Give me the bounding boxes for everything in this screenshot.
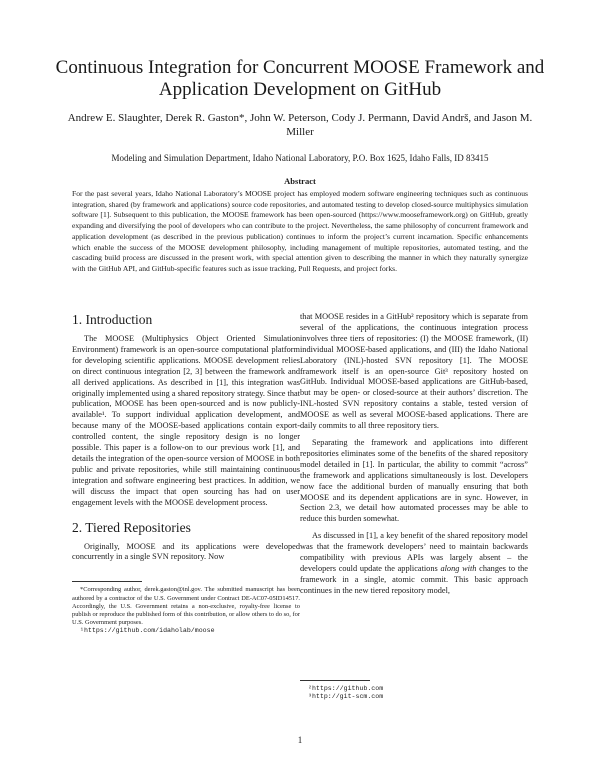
introduction-paragraph: The MOOSE (Multiphysics Object Oriented Simulation Environment) framework is an open-source computational platform for developing scientific applications. MOOSE development relies on direct continuous integration [2, 3] between the framework and all derived applications. As described in [1], this integration was originally implemented using a shared repository strategy. Since that publication, MOOSE has been open-sourced and is now publicly-available¹. To support individual application development, and because many of the MOOSE-based applications contain export-controlled content, the single repository design is no longer possible. This paper is a follow-on to our previous work [1], and details the integration of the open-source version of MOOSE in both public and private repositories, while still maintaining continuous integration and software engineering best practices. In addition, we will discuss the impact that open sourcing has had on user engagement levels with the MOOSE development process. [72, 334, 300, 507]
footnote-git-link[interactable]: ³http://git-scm.com [308, 693, 384, 701]
right-footnote-divider [300, 680, 370, 681]
affiliation: Modeling and Simulation Department, Idaho National Laboratory, P.O. Box 1625, Idaho Falls, ID 83415 [111, 153, 489, 163]
right-paragraph-3-emphasis: along with [440, 563, 477, 573]
right-column [300, 312, 528, 597]
left-column [72, 312, 300, 636]
section-heading-introduction: 1. Introduction [72, 312, 153, 327]
tiered-repositories-paragraph: Originally, MOOSE and its applications were developed concurrently in a single SVN repository. Now [72, 541, 300, 562]
footnote-divider [72, 581, 142, 582]
footnote-github-link[interactable]: ²https://github.com [308, 685, 384, 692]
right-paragraph-1: that MOOSE resides in a GitHub² repository which is separate from several of the applications, the continuous integration process involves three tiers of repositories: (I) the MOOSE framework, (II) individual MOOSE-based applications, and (III) the Idaho National Laboratory (INL)-hosted SVN repository [1]. The MOOSE framework itself is an open-source Git³ repository hosted on GitHub. Individual MOOSE-based applications are GitHub-based, but may be open- or closed-source at their authors’ discretion. The INL-hosted SVN repository contains a stable, tested version of MOOSE as well as several MOOSE-based applications. There are daily commits to all three repository tiers. [300, 312, 528, 431]
right-paragraph-3-end: changes to the framework in a single, atomic commit. This basic approach continues in the new tiered repository model, [300, 563, 528, 595]
right-paragraph-2: Separating the framework and applications into different repositories eliminates some of the benefits of the shared repository model detailed in [1]. In particular, the ability to commit “across” the framework and applications simultaneously is lost. Developers now face the additional burden of manually ensuring that both MOOSE and its dependent applications are in sync. However, in Section 2.3, we detail how automated processes may be able to reduce this burden somewhat. [300, 437, 528, 524]
right-footnotes [300, 680, 528, 701]
right-paragraph-3-start: As discussed in [1], a key benefit of the shared repository model was that the framework developers’ need to maintain backwards compatibility with previous APIs was largely absent – the developers could update the applications [300, 531, 528, 573]
author-list: Andrew E. Slaughter, Derek R. Gaston*, John W. Peterson, Cody J. Permann, David Andrš, and Jason M. Miller [67, 112, 533, 138]
abstract-heading: Abstract [284, 176, 316, 186]
footnote-star-text: *Corresponding author, derek.gaston@inl.gov. The submitted manuscript has been authored by a contractor of the U.S. Government under Contract DE-AC07-05ID14517. Accordingly, the U.S. Government retains a non-exclusive, royalty-free license to publish or reproduce the published form of this contribution, or allow others to do so, for U.S. Government purposes. [72, 586, 300, 627]
abstract-text: For the past several years, Idaho National Laboratory’s MOOSE project has employed modern software engineering techniques such as continuous integration, shared (by framework and applications) source code repositories, and automated testing to develop closed-source multiphysics simulation software [1]. Subsequent to this publication, the MOOSE framework has been open-sourced (https://www.mooseframework.org) on GitHub, greatly expanding and diversifying the pool of developers who can contribute to the project. Nevertheless, the same philosophy of concurrent framework and application development (as described in the previous publication) continues to inform the project’s current incarnation. Specific enhancements which enable the success of the MOOSE development philosophy, including management of multiple repositories, automated testing, and the cascading build process are discussed in the present work, with special attention given to describing the manner in which they naturally synergize with the GitHub API, and GitHub-specific features such as issue tracking, Pull Requests, and project forks. [72, 189, 528, 273]
page-number: 1 [297, 735, 303, 745]
section-heading-tiered-repositories: 2. Tiered Repositories [72, 519, 191, 535]
paper-title: Continuous Integration for Concurrent MOOSE Framework and Application Development on GitHub [55, 57, 545, 100]
footnote-corresponding-author [72, 586, 300, 627]
footnote-moose-link[interactable]: ¹https://github.com/idaholab/moose [80, 627, 215, 635]
right-paragraph-3 [300, 531, 528, 596]
